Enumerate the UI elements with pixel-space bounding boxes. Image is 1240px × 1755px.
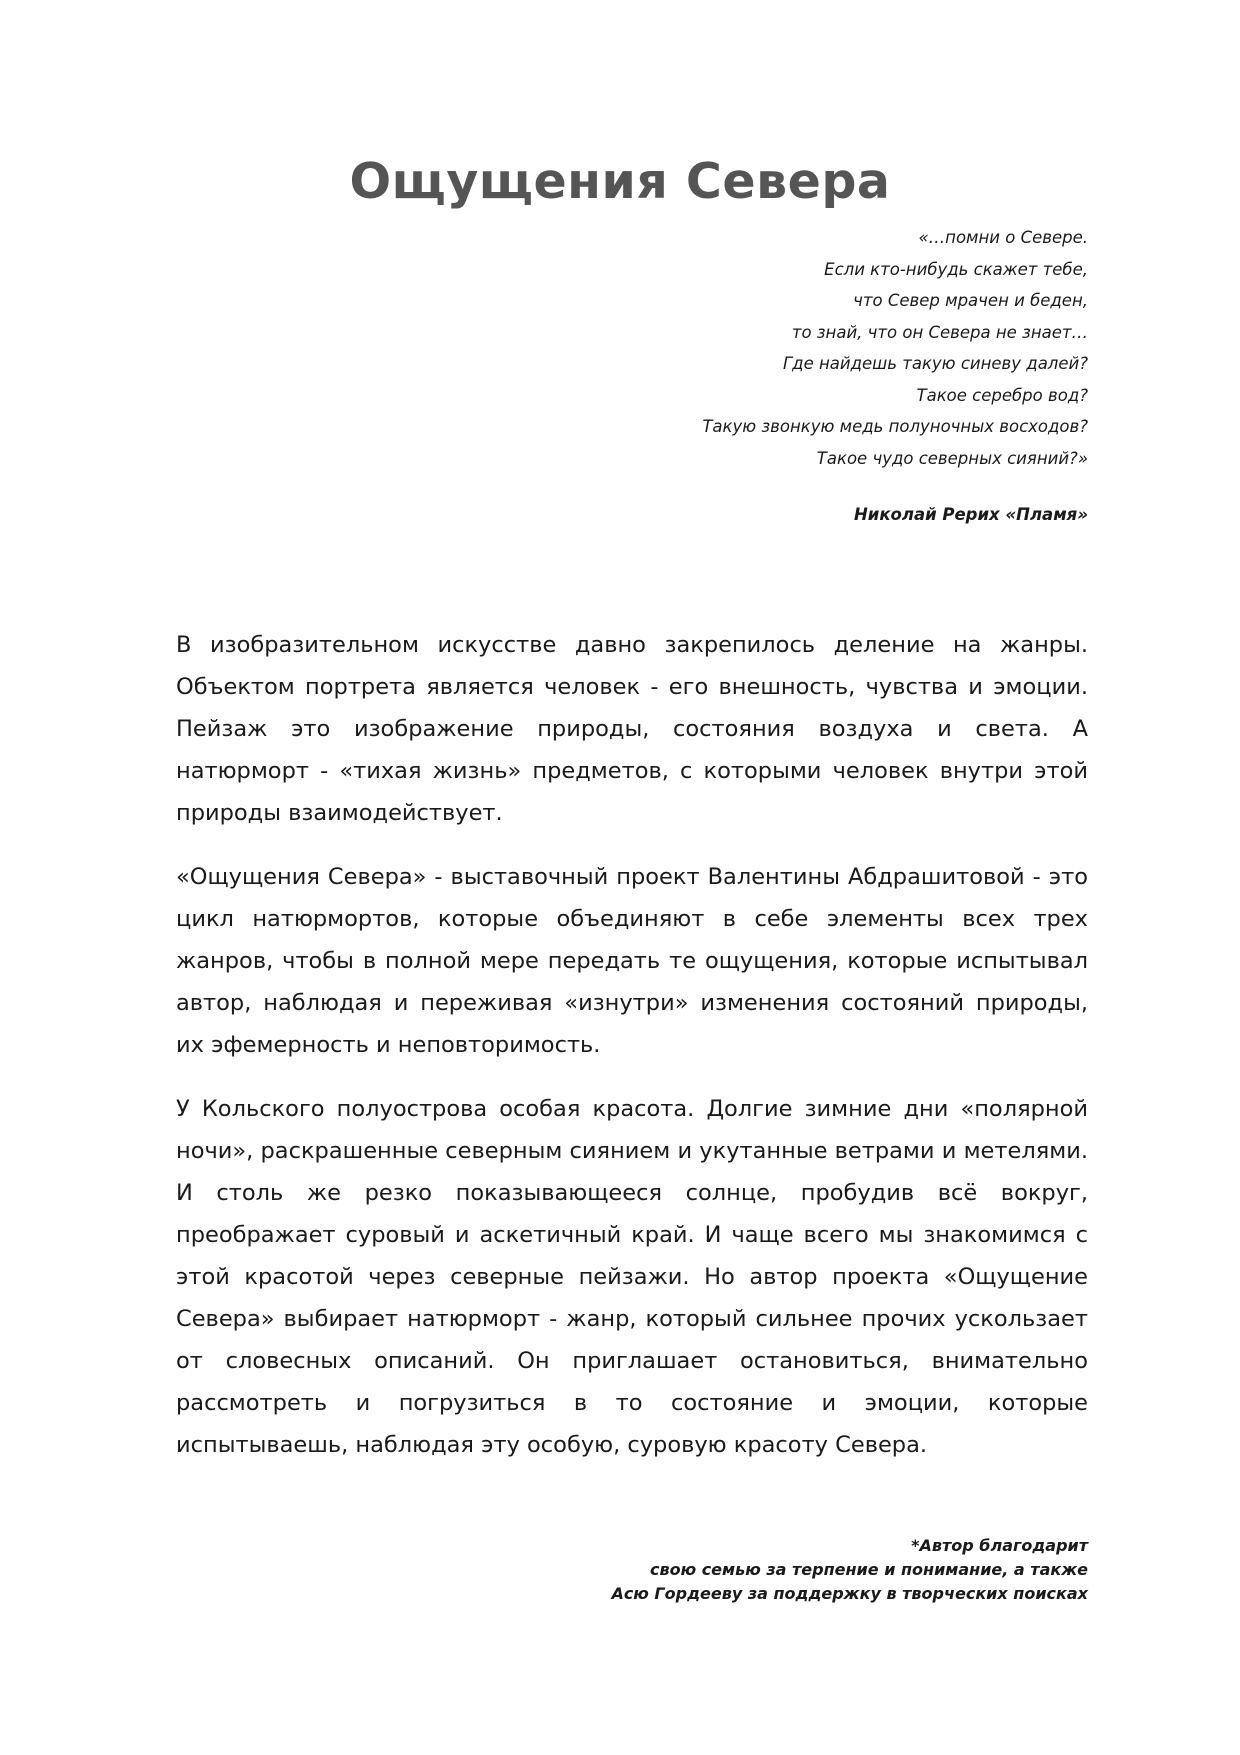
acknowledgements [611, 1534, 1088, 1606]
acknowledgement-line: Асю Гордееву за поддержку в творческих поисках [611, 1584, 1088, 1603]
paragraph-genres: В изобразительном искусстве давно закрепилось деление на жанры. Объектом портрета является человек - его внешность, чувства и эмоции. Пейзаж это изображение природы, состояния воздуха и света. А натюрморт - «тихая жизнь» предметов, с которыми человек внутри этой природы взаимодействует. [176, 632, 1088, 826]
epigraph-line: Такую звонкую медь полуночных восходов? [702, 417, 1088, 436]
epigraph-line: «…помни о Севере. [918, 228, 1088, 247]
body-text [176, 624, 1088, 1488]
epigraph [488, 222, 1088, 474]
epigraph-line: Такое чудо северных сияний?» [816, 448, 1088, 468]
epigraph-line: что Север мрачен и беден, [853, 291, 1088, 310]
acknowledgement-line: свою семью за терпение и понимание, а также [649, 1560, 1088, 1579]
epigraph-line: Если кто-нибудь скажет тебе, [824, 259, 1088, 279]
epigraph-author: Николай Рерих «Пламя» [853, 505, 1088, 524]
paragraph-project: «Ощущения Севера» - выставочный проект Валентины Абдрашитовой - это цикл натюрмортов, которые объединяют в себе элементы всех трех жанров, чтобы в полной мере передать те ощущения, которые испытывал автор, наблюдая и переживая «изнутри» изменения состояний природы, их эфемерность и неповторимость. [176, 864, 1088, 1058]
paragraph-kola: У Кольского полуострова особая красота. Долгие зимние дни «полярной ночи», раскрашенные северным сиянием и укутанные ветрами и метелями. И столь же резко показывающееся солнце, пробудив всё вокруг, преображает суровый и аскетичный край. И чаще всего мы знакомимся с этой красотой через северные пейзажи. Но автор проекта «Ощущение Севера» выбирает натюрморт - жанр, который сильнее прочих ускользает от словесных описаний. Он приглашает остановиться, внимательно рассмотреть и погрузиться в то состояние и эмоции, которые испытываешь, наблюдая эту особую, суровую красоту Севера. [176, 1096, 1088, 1458]
acknowledgement-line: *Автор благодарит [911, 1536, 1088, 1555]
page-title: Ощущения Севера [349, 152, 891, 210]
epigraph-line: Где найдешь такую синеву далей? [782, 354, 1088, 373]
epigraph-line: то знай, что он Севера не знает… [791, 322, 1088, 342]
epigraph-line: Такое серебро вод? [916, 385, 1088, 405]
